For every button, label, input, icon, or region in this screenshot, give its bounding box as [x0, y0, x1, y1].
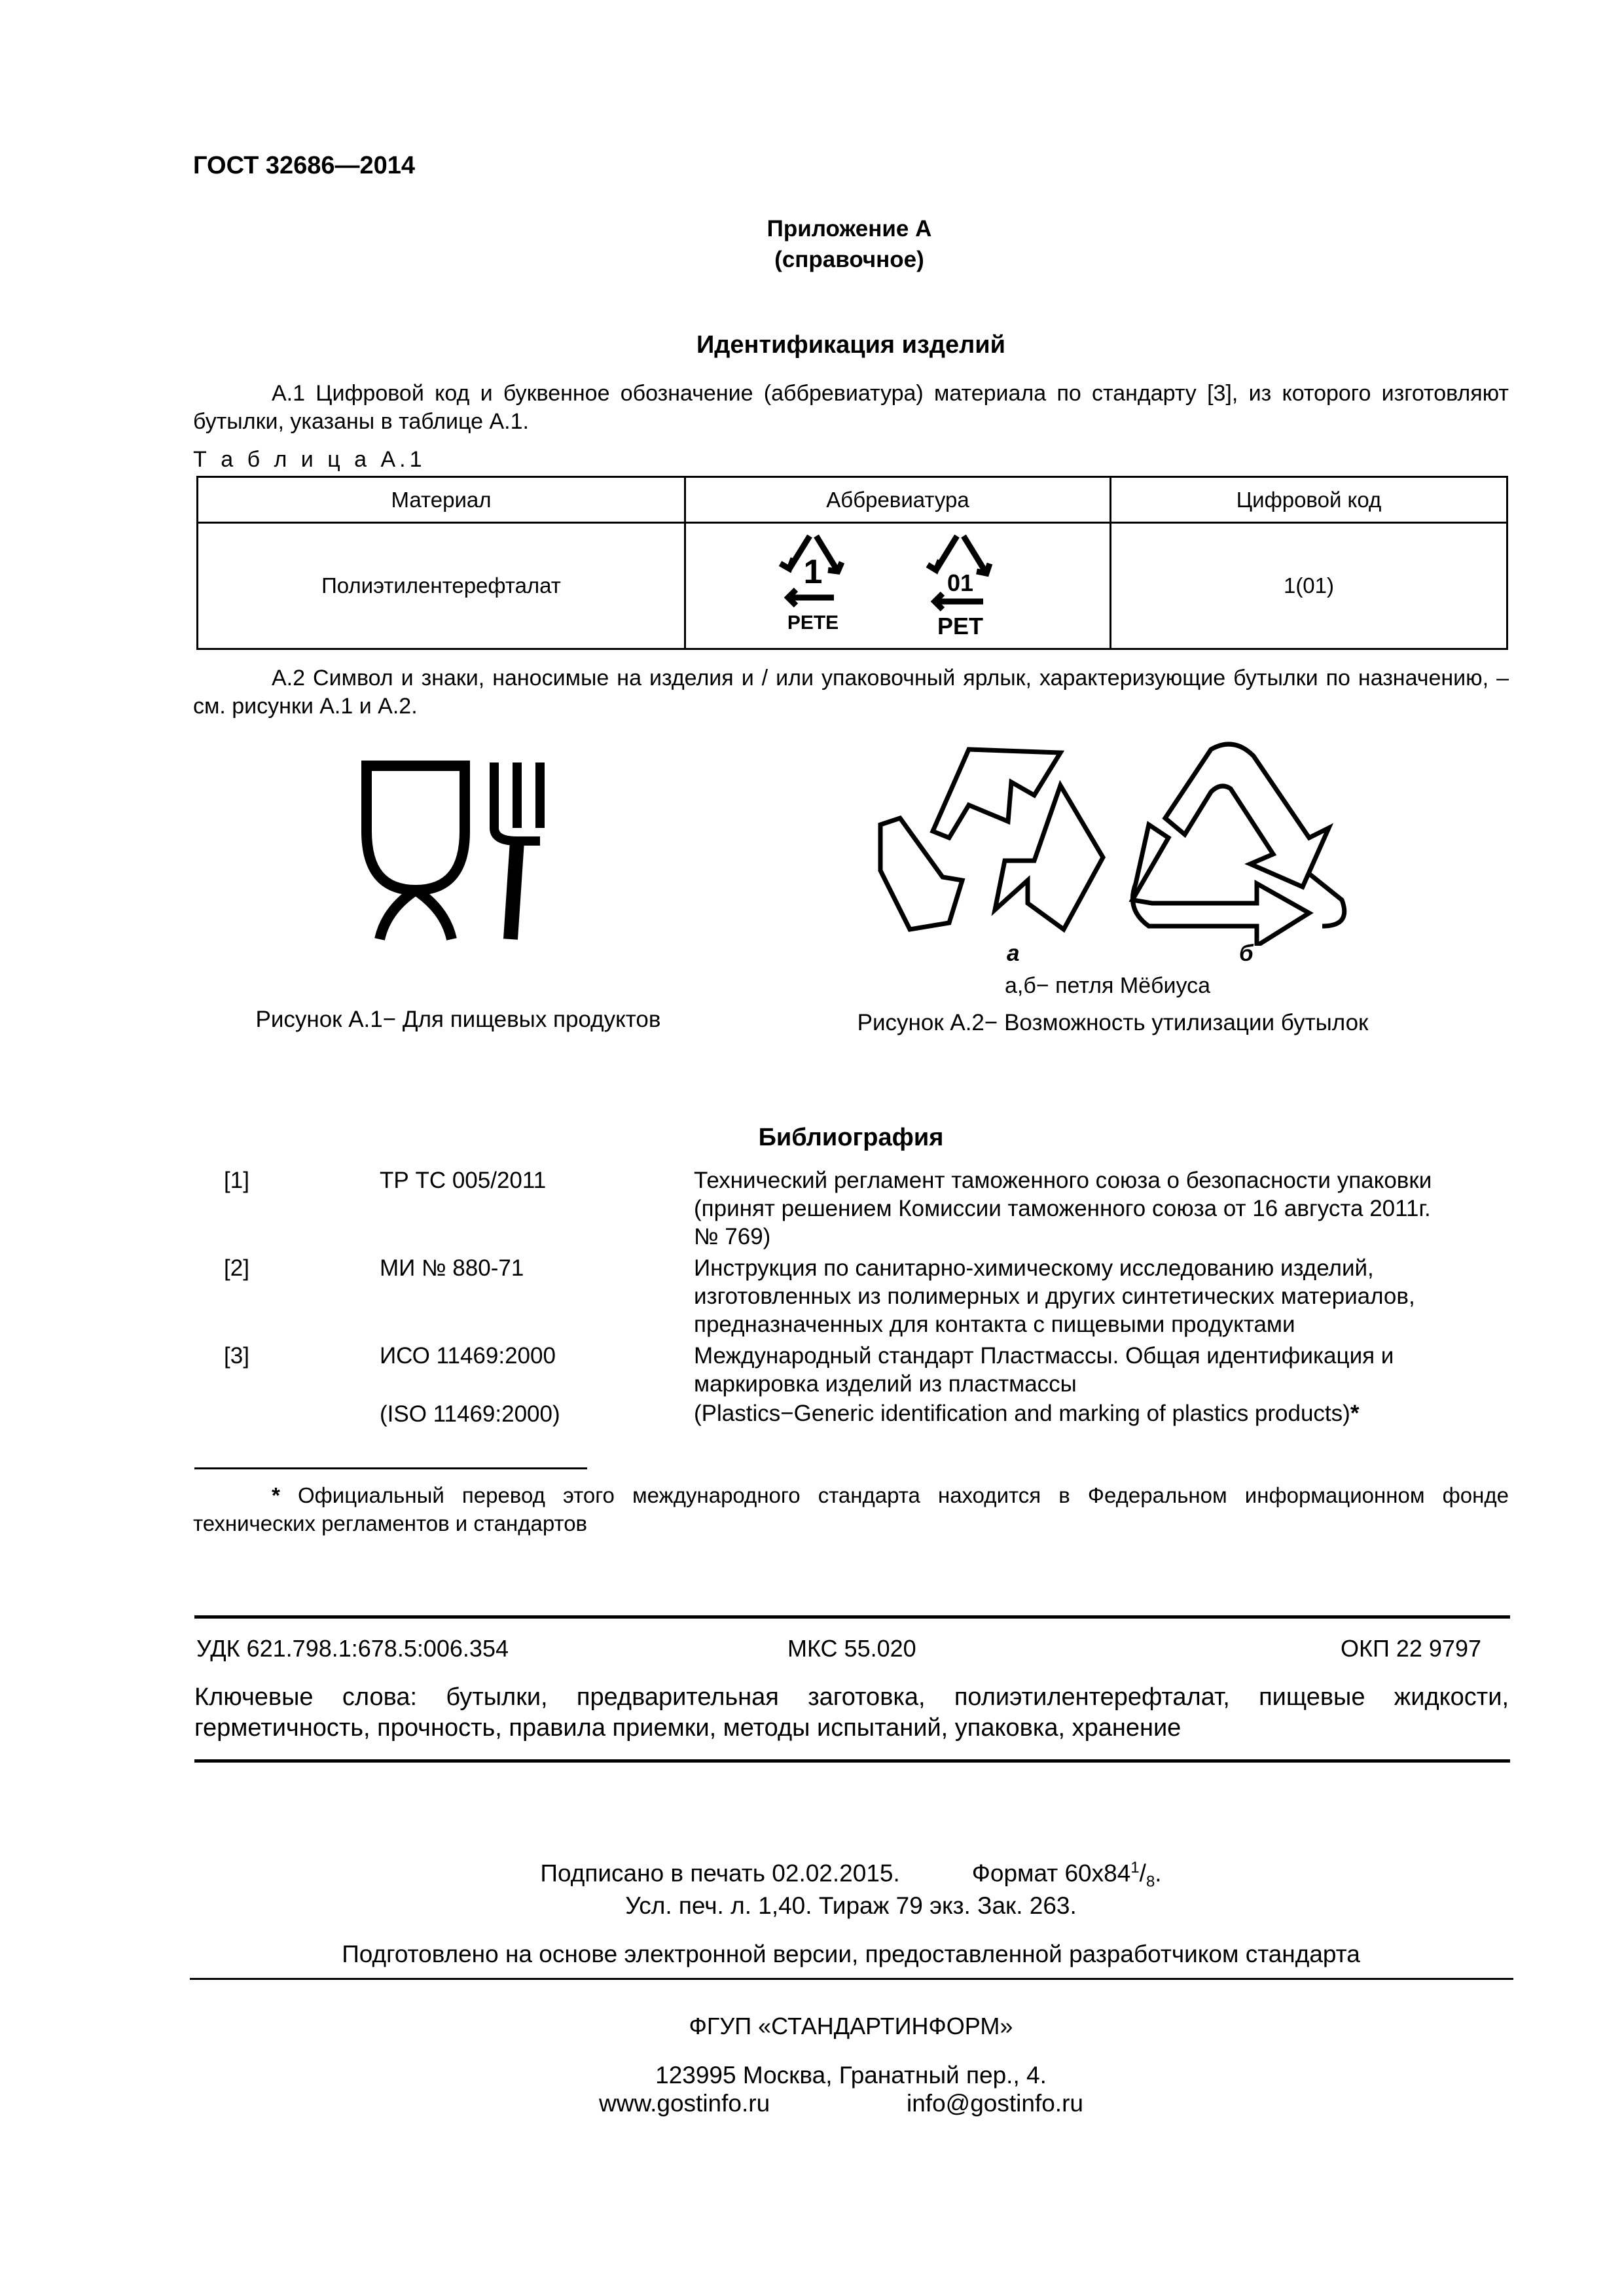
header-abbreviation: Аббревиатура [685, 477, 1111, 523]
cell-material: Полиэтилентерефталат [198, 523, 685, 649]
okp-code: ОКП 22 9797 [1341, 1635, 1481, 1662]
bib-code-1: ТР ТС 005/2011 [380, 1168, 547, 1193]
table-header-row [198, 477, 1507, 523]
recycling-codes [761, 524, 1036, 642]
header-material: Материал [198, 477, 685, 523]
document-code: ГОСТ 32686—2014 [193, 152, 416, 179]
footnote: * Официальный перевод этого международного стандарта находится в Федеральном информационном фонде технических регламентов и стандартов [193, 1483, 1509, 1535]
recycling-loop-icon-a [871, 733, 1119, 949]
figure-label-b: б [1239, 941, 1254, 966]
table-caption: Т а б л и ц а А.1 [193, 447, 426, 472]
material-table [196, 476, 1508, 650]
bib-text-2: Инструкция по санитарно-химическому исследованию изделий, изготовленных из полимерных и других синтетических материалов, предназначенных для контакта с пищевыми продуктами [694, 1255, 1415, 1337]
publisher-name: ФГУП «СТАНДАРТИНФОРМ» [689, 2013, 1013, 2039]
cell-code: 1(01) [1111, 523, 1507, 649]
publisher-website[interactable]: www.gostinfo.ru [599, 2090, 770, 2117]
mobius-note: а,б− петля Мёбиуса [1005, 973, 1211, 998]
prepared-note: Подготовлено на основе электронной версии, предоставленной разработчиком стандарта [342, 1941, 1360, 1967]
classification-top-rule [194, 1615, 1510, 1619]
publisher-email[interactable]: info@gostinfo.ru [907, 2090, 1083, 2117]
figure-label-a: а [1007, 941, 1020, 966]
pete-number: 1 [803, 553, 822, 591]
udk-code: УДК 621.798.1:678.5:006.354 [196, 1635, 509, 1662]
mks-code: МКС 55.020 [787, 1635, 916, 1662]
pet-number: 01 [947, 569, 973, 596]
bib-text-1: Технический регламент таможенного союза о безопасности упаковки (принят решением Комиссии таможенного союза от 16 августа 2011г. № 769) [694, 1168, 1432, 1249]
figure-a2-caption: Рисунок А.2− Возможность утилизации бутылок [857, 1010, 1369, 1035]
figure-a1-caption: Рисунок А.1− Для пищевых продуктов [255, 1007, 661, 1032]
pet-symbol [928, 536, 990, 639]
table-row [198, 523, 1507, 649]
appendix-type: (справочное) [774, 247, 924, 272]
bibliography-title: Библиография [758, 1124, 944, 1151]
food-safe-icon [353, 753, 563, 949]
paragraph-a2: А.2 Символ и знаки, наносимые на изделия и / или упаковочный ярлык, характеризующие бутылки по назначению, – см. рисунки А.1 и А.2. [193, 666, 1509, 719]
cell-abbreviation [685, 523, 1111, 649]
bib-num-3: [3] [224, 1343, 249, 1369]
appendix-title: Приложение А [767, 216, 932, 242]
paragraph-a1: А.1 Цифровой код и буквенное обозначение (аббревиатура) материала по стандарту [3], из которого изготовляют бутылки, указаны в таблице А.1. [193, 381, 1509, 434]
bib-code-3-iso: (ISO 11469:2000) [380, 1401, 560, 1427]
keywords: Ключевые слова: бутылки, предварительная заготовка, полиэтилентерефталат, пищевые жидкости, герметичность, прочность, правила приемки, методы испытаний, упаковка, хранение [194, 1683, 1509, 1742]
footnote-rule [194, 1467, 587, 1469]
publisher-address: 123995 Москва, Гранатный пер., 4. [655, 2062, 1047, 2089]
header-code: Цифровой код [1111, 477, 1507, 523]
bib-code-2: МИ № 880-71 [380, 1255, 524, 1281]
pete-symbol [780, 536, 842, 634]
publisher-rule [190, 1978, 1513, 1980]
bib-code-3: ИСО 11469:2000 [380, 1343, 556, 1369]
section-title: Идентификация изделий [696, 331, 1006, 359]
classification-bottom-rule [194, 1759, 1510, 1763]
imprint-line-1: Подписано в печать 02.02.2015. Формат $60x84^1/_8$. [540, 1859, 1162, 1891]
pet-label: PET [937, 613, 983, 639]
recycling-loop-icon-b [1113, 736, 1355, 946]
bib-text-3: Международный стандарт Пластмассы. Общая идентификация и маркировка изделий из пластмассы (Plastics−Generic identification and marking of plastics products)* [694, 1343, 1394, 1426]
imprint-line-2: Усл. печ. л. 1,40. Тираж 79 экз. Зак. 263. [625, 1892, 1077, 1919]
pete-label: PETE [787, 612, 839, 634]
bib-num-2: [2] [224, 1255, 249, 1281]
bib-num-1: [1] [224, 1168, 249, 1193]
